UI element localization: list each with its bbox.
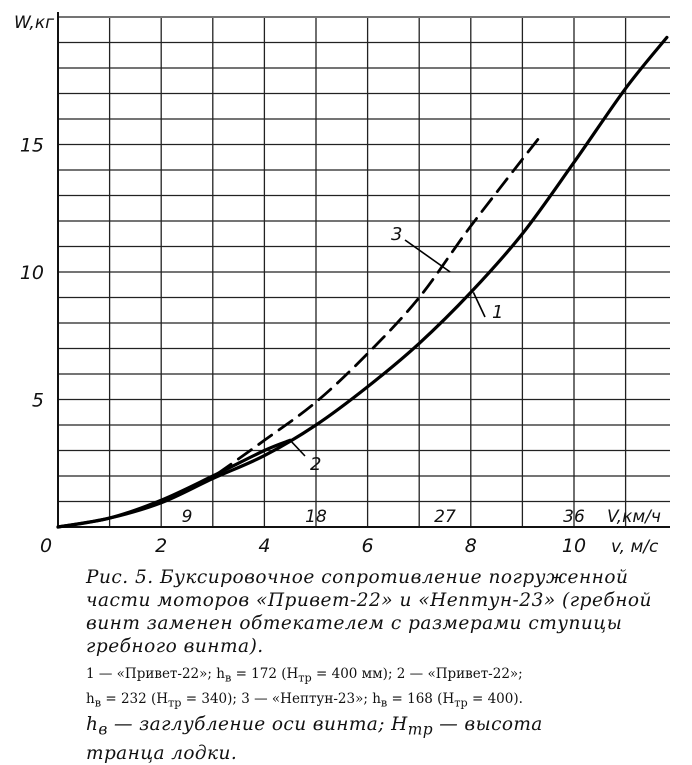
axes xyxy=(58,12,670,527)
curve-label-leader xyxy=(405,240,450,272)
curve-label: 3 xyxy=(391,224,403,245)
legend-line-2: $h_в = 232$ $(H_{тр} = 340)$; 3 — «Нептун-23»; $h_в = 168$ $(H_{тр} = 400)$. xyxy=(86,690,523,710)
curve-label-leader xyxy=(290,440,305,456)
x-tick-label: 10 xyxy=(561,535,587,557)
x-tick-label: 4 xyxy=(258,535,271,557)
series-line-3 xyxy=(218,139,538,473)
legend-line-1: 1 — «Привет-22»; $h_в = 172$ ($H_{тр} = 400$ мм); 2 — «Привет-22»; xyxy=(86,666,523,685)
y-tick-label: 10 xyxy=(19,262,44,284)
curve-label-leader xyxy=(473,292,485,317)
x2-axis-label: V,км/ч xyxy=(607,507,661,527)
x-axis-label: v, м/с xyxy=(611,537,659,557)
caption-note: $h_в$ — заглубление оси винта; $H_{тр}$ — высота транца лодки. xyxy=(86,714,543,765)
x2-tick-label: 18 xyxy=(305,507,327,527)
curve-label: 2 xyxy=(310,454,322,475)
x-tick-label: 8 xyxy=(464,535,477,557)
x2-tick-label: 9 xyxy=(181,507,193,527)
curve-label: 1 xyxy=(492,302,504,323)
x2-tick-label: 27 xyxy=(434,507,456,527)
x-tick-label: 6 xyxy=(361,535,374,557)
y-axis-label: W,кг xyxy=(14,13,55,33)
caption-legend xyxy=(86,664,676,713)
series-line-2 xyxy=(58,440,290,527)
caption-title: Рис. 5. Буксировочное сопротивление погруженной части моторов «Привет-22» и «Нептун-23» (гребной винт заменен обтекателем с размерами ступицы гребного винта). xyxy=(86,567,652,657)
y-tick-label: 5 xyxy=(31,389,44,412)
x-tick-label: 0 xyxy=(39,535,53,557)
figure-caption xyxy=(86,566,676,765)
y-tick-label: 15 xyxy=(19,134,44,157)
series-line-1 xyxy=(58,37,667,527)
x-tick-label: 2 xyxy=(155,535,168,557)
series-group xyxy=(58,37,667,527)
grid xyxy=(58,17,670,527)
x2-tick-label: 36 xyxy=(563,507,585,527)
